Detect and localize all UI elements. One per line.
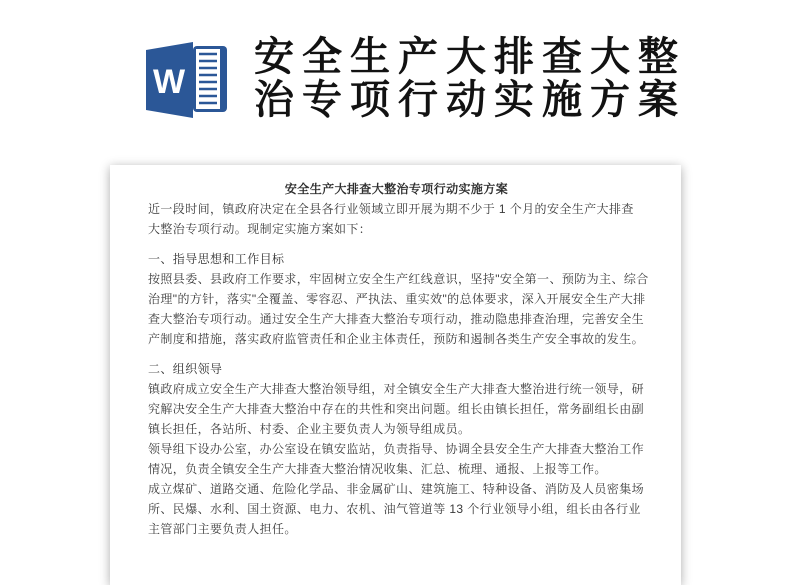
paragraph (148, 379, 645, 439)
paragraph (148, 439, 645, 479)
paragraph (148, 479, 645, 539)
doc-line: 成立煤矿、道路交通、危险化学品、非金属矿山、建筑施工、特种设备、消防及人员密集场 (148, 482, 645, 496)
doc-line: 二、组织领导 (148, 362, 223, 376)
doc-line: 一、指导思想和工作目标 (148, 252, 285, 266)
page-title (254, 36, 686, 122)
doc-line: 近一段时间，镇政府决定在全县各行业领域立即开展为期不少于 1 个月的安全生产大排查 (148, 202, 634, 216)
word-icon-letter: W (152, 63, 186, 101)
doc-line: 情况，负责全镇安全生产大排查大整治情况收集、汇总、梳理、通报、上报等工作。 (148, 462, 607, 476)
paragraph (148, 269, 649, 349)
section-heading (148, 249, 645, 269)
doc-line: 大整治专项行动。现制定实施方案如下： (148, 222, 372, 236)
document-page (110, 165, 681, 585)
paragraph (148, 199, 645, 239)
doc-line: 镇长担任，各站所、村委、企业主要负责人为领导组成员。 (148, 422, 471, 436)
doc-title (148, 179, 645, 199)
doc-line: 领导组下设办公室，办公室设在镇安监站，负责指导、协调全县安全生产大排查大整治工作 (148, 442, 645, 456)
doc-line: 按照县委、县政府工作要求，牢固树立安全生产红线意识，坚持"安全第一、预防为主、综合 (148, 272, 649, 286)
doc-line: 安全生产大排查大整治专项行动实施方案 (284, 182, 509, 196)
doc-line: 究解决安全生产大排查大整治中存在的共性和突出问题。组长由镇长担任，常务副组长由副 (148, 402, 645, 416)
doc-line: 治理"的方针，落实"全覆盖、零容忍、严执法、重实效"的总体要求，深入开展安全生产大排 (148, 292, 646, 306)
page-title-line2: 治专项行动实施方案 (254, 78, 686, 122)
page-title-line1: 安全生产大排查大整 (254, 35, 686, 79)
section-heading (148, 359, 645, 379)
doc-line: 产制度和措施，落实政府监管责任和企业主体责任，预防和遏制各类生产安全事故的发生。 (148, 332, 645, 346)
word-icon-page (196, 49, 220, 109)
doc-line: 所、民爆、水利、国土资源、电力、农机、油气管道等 13 个行业领导小组，组长由各行业 (148, 502, 641, 516)
header (0, 0, 800, 163)
doc-line: 镇政府成立安全生产大排查大整治领导组，对全镇安全生产大排查大整治进行统一领导，研 (148, 382, 645, 396)
doc-line: 查大整治专项行动。通过安全生产大排查大整治专项行动，推动隐患排查治理，完善安全生 (148, 312, 645, 326)
doc-line: 主管部门主要负责人担任。 (148, 522, 297, 536)
word-icon (144, 41, 230, 119)
